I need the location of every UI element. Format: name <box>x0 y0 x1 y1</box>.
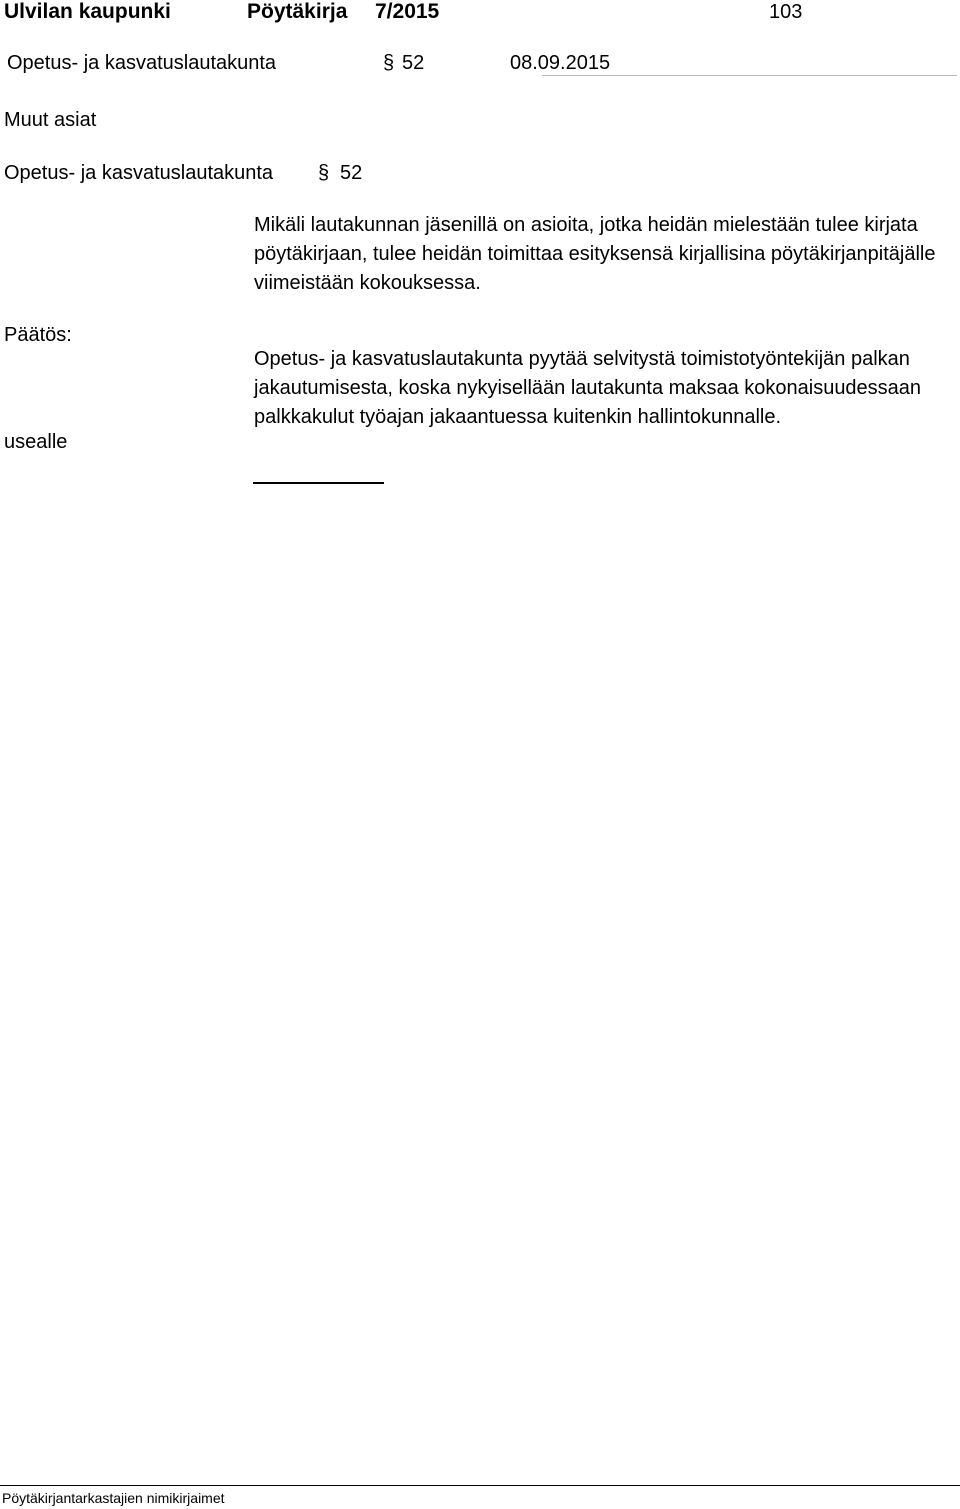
footer-rule <box>0 1485 960 1486</box>
header-section-number: 52 <box>402 52 425 74</box>
section-mark-icon: § <box>383 52 395 74</box>
document-type: Pöytäkirja <box>247 0 348 23</box>
header-committee: Opetus- ja kasvatuslautakunta <box>7 52 277 74</box>
intro-paragraph: Mikäli lautakunnan jäsenillä on asioita, jotka heidän mielestään tulee kirjata pöytäkirjaan, tulee heidän toimittaa esityksensä kirjallisina pöytäkirjanpitäjälle viimeistään kokouksessa. <box>254 214 936 294</box>
header-rule <box>542 75 957 76</box>
page-number: 103 <box>769 1 803 23</box>
organization-name: Ulvilan kaupunki <box>4 0 171 23</box>
section-title: Muut asiat <box>4 109 97 131</box>
decision-paragraph: Opetus- ja kasvatuslautakunta pyytää selvitystä toimistotyöntekijän palkan jakautumisesta, koska nykyisellään lautakunta maksaa kokonaisuudessaan palkkakulut työajan jakaantuessa kuitenkin hallintokunnalle. <box>254 348 922 428</box>
reference-section-number: 52 <box>340 162 363 184</box>
meeting-date: 08.09.2015 <box>510 52 611 74</box>
end-of-section-rule <box>253 482 384 484</box>
reference-section-mark-icon: § <box>318 162 330 184</box>
decision-subject: usealle <box>4 431 68 453</box>
footer-label: Pöytäkirjantarkastajien nimikirjaimet <box>2 1490 225 1506</box>
decision-label: Päätös: <box>4 324 72 346</box>
protocol-number: 7/2015 <box>375 0 440 23</box>
reference-committee: Opetus- ja kasvatuslautakunta <box>4 162 274 184</box>
